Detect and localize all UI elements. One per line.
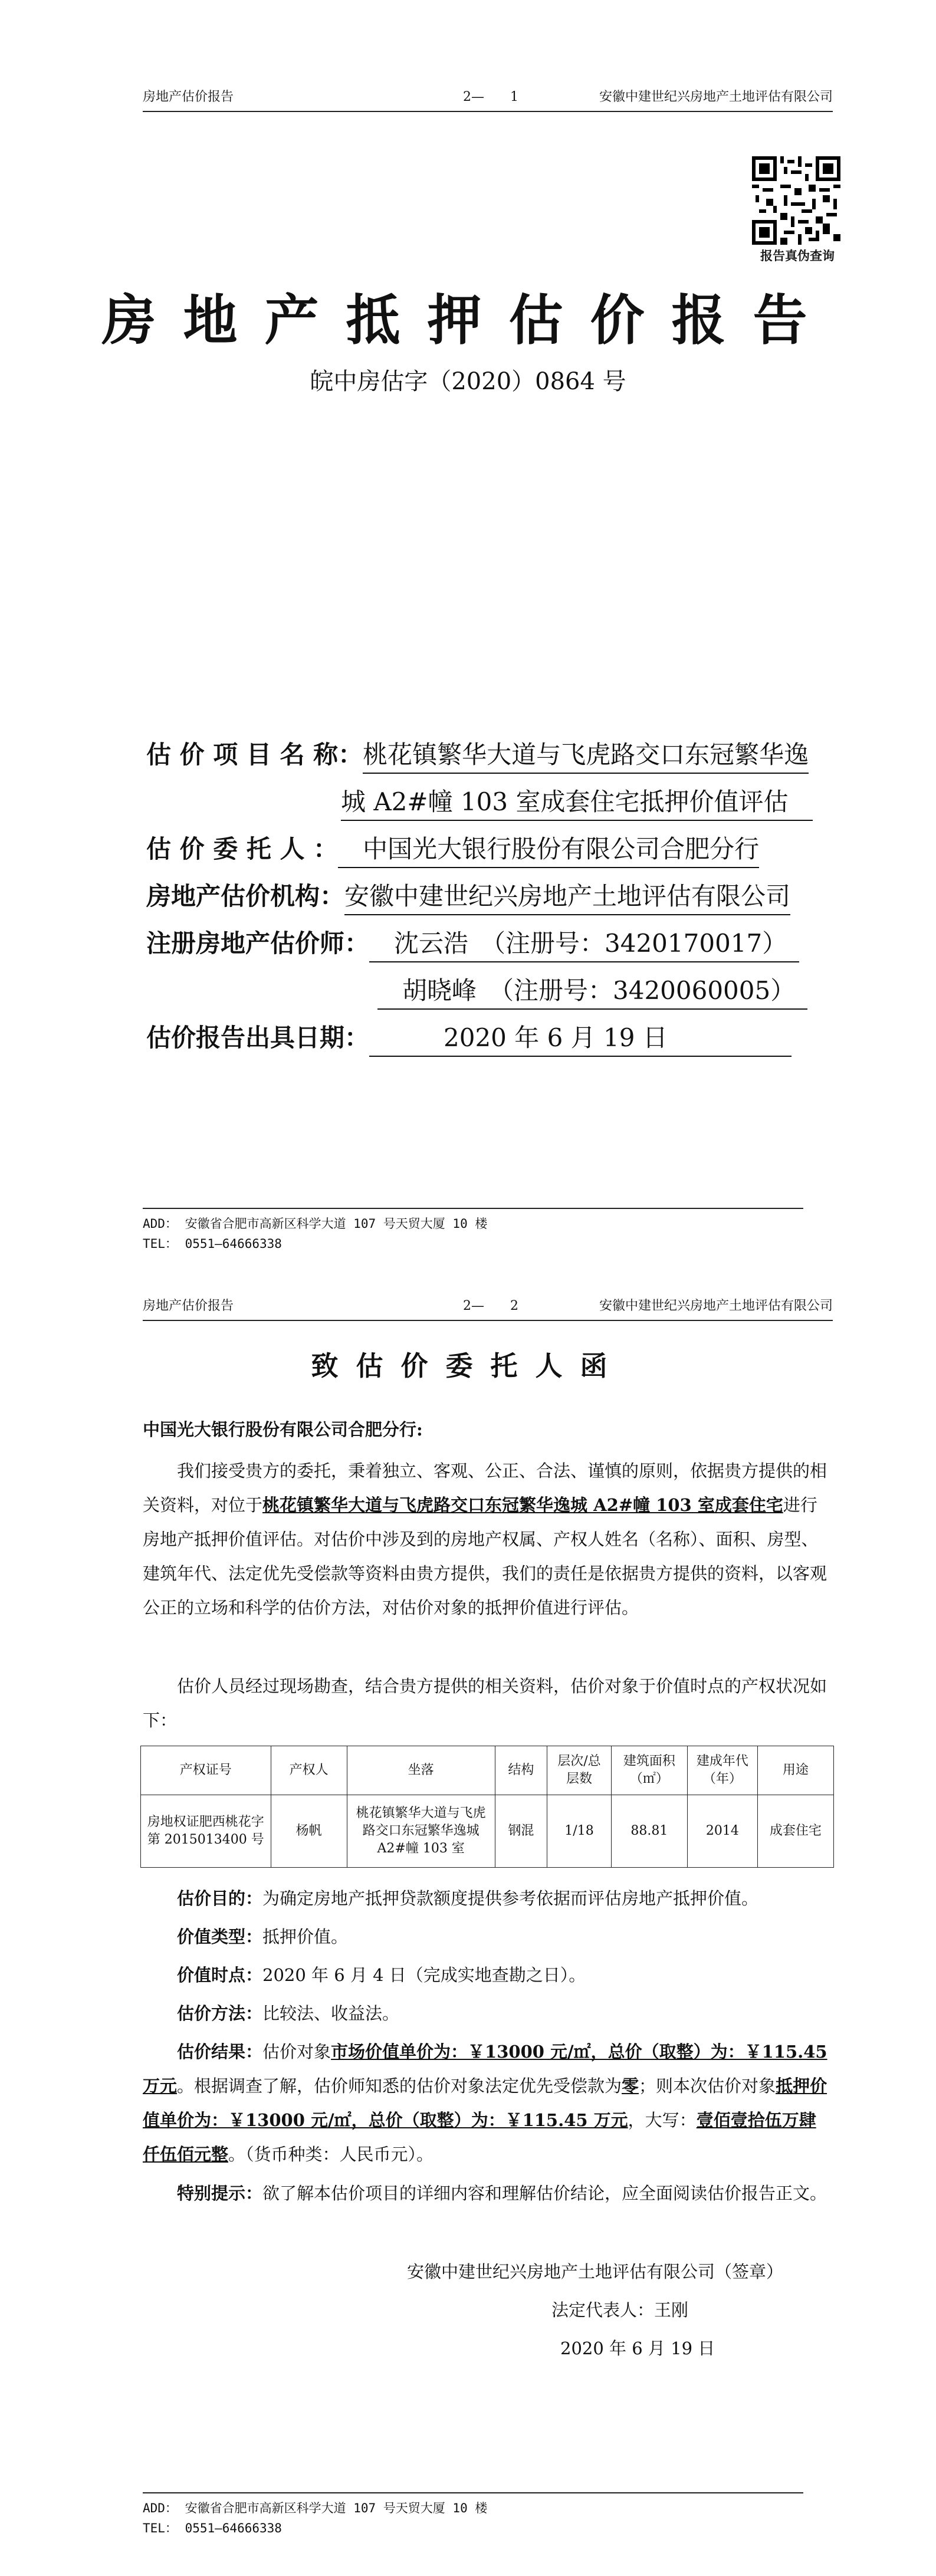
purpose-line: [143, 1881, 833, 1915]
header-right: 安徽中建世纪兴房地产土地评估有限公司: [599, 1299, 833, 1313]
field-value: 桃花镇繁华大道与飞虎路交口东冠繁华逸: [363, 737, 809, 774]
result-amount-capital: 壹佰壹拾伍万肆仟伍佰元整: [143, 2110, 816, 2164]
footer-tel: TEL： 0551—64666338: [143, 2521, 282, 2535]
table-header: 建成年代（年）: [687, 1746, 757, 1795]
header-page-number: 2— 1: [463, 90, 518, 104]
page-header: [143, 1297, 833, 1321]
value-type-label: 价值类型：: [177, 1927, 263, 1947]
table-cell: 成套住宅: [757, 1795, 833, 1868]
table-cell: 杨帆: [271, 1795, 347, 1868]
letter-paragraph-2: 估价人员经过现场勘查，结合贵方提供的相关资料，估价对象于价值时点的产权状况如下：: [143, 1676, 827, 1730]
qr-label: 报告真伪查询: [760, 249, 835, 263]
qr-code-icon[interactable]: [752, 156, 840, 245]
field-value: 城 A2#幢 103 室成套住宅抵押价值评估: [341, 784, 813, 821]
field-appraiser-2: [377, 973, 807, 1010]
notice-text: 欲了解本估价项目的详细内容和理解估价结论，应全面阅读估价报告正文。: [262, 2183, 827, 2203]
header-page-number: 2— 2: [463, 1299, 518, 1313]
signature-representative: 法定代表人：王刚: [551, 2300, 689, 2320]
field-label: 注册房地产估价师：: [146, 929, 370, 958]
result-text-a: 估价对象: [262, 2042, 331, 2062]
table-cell: 钢混: [495, 1795, 547, 1868]
field-project-name: [146, 737, 809, 774]
document-number: 皖中房估字（2020）0864 号: [310, 368, 626, 395]
field-value: 沈云浩 （注册号：3420170017）: [369, 926, 799, 962]
field-value: 安徽中建世纪兴房地产土地评估有限公司: [344, 879, 790, 915]
table-header: 坐落: [347, 1746, 495, 1795]
result-text-g: ，大写：: [628, 2110, 697, 2130]
page-footer: [143, 1208, 803, 1254]
field-value: 2020 年 6 月 19 日: [369, 1020, 792, 1057]
field-label: 房地产估价机构：: [146, 882, 345, 911]
method-value: 比较法、收益法。: [262, 2003, 400, 2023]
page-header: [143, 88, 833, 112]
value-date-label: 价值时点：: [177, 1965, 263, 1985]
header-left: 房地产估价报告: [143, 90, 234, 104]
letter-title: 致估价委托人函: [311, 1350, 625, 1382]
table-cell: 桃花镇繁华大道与飞虎路交口东冠繁华逸城 A2#幢 103 室: [347, 1795, 495, 1868]
result-priority-amount: 零: [622, 2076, 639, 2096]
result-market-value: 市场价值单价为：￥13000 元/㎡，总价（取整）为：￥115.45 万元: [143, 2042, 827, 2096]
table-cell: 2014: [687, 1795, 757, 1868]
result-paragraph: [143, 2035, 833, 2171]
result-text-i: 。（货币种类：人民币元）。: [228, 2144, 434, 2164]
field-agency: [146, 879, 790, 915]
table-cell: 88.81: [611, 1795, 687, 1868]
purpose-value: 为确定房地产抵押贷款额度提供参考依据而评估房地产抵押价值。: [262, 1888, 759, 1908]
result-mortgage-value: 抵押价值单价为：￥13000 元/㎡，总价（取整）为：￥115.45 万元: [143, 2076, 827, 2130]
p1-text-a: 我们接受贵方的委托，秉着独立、客观、公正、合法、谨慎的原则，依据贵方提供的相关资料，对位于: [143, 1461, 827, 1515]
method-line: [143, 1996, 833, 2030]
p1-property-location: 桃花镇繁华大道与飞虎路交口东冠繁华逸城 A2#幢 103 室成套住宅: [262, 1495, 783, 1515]
letter-addressee: 中国光大银行股份有限公司合肥分行:: [143, 1420, 423, 1440]
field-label: 估价报告出具日期：: [146, 1023, 370, 1052]
footer-address: ADD： 安徽省合肥市高新区科学大道 107 号天贸大厦 10 楼: [143, 1217, 488, 1231]
notice-label: 特别提示：: [177, 2183, 263, 2203]
header-left: 房地产估价报告: [143, 1299, 234, 1313]
result-label: 估价结果：: [177, 2042, 263, 2062]
signature-company: 安徽中建世纪兴房地产土地评估有限公司（签章）: [407, 2262, 784, 2282]
table-header: 结构: [495, 1746, 547, 1795]
value-type-line: [143, 1920, 833, 1954]
property-rights-table: [140, 1746, 834, 1868]
notice-paragraph: [143, 2176, 833, 2210]
header-right: 安徽中建世纪兴房地产土地评估有限公司: [599, 90, 833, 104]
table-cell: 1/18: [547, 1795, 612, 1868]
table-header: 层次/总层数: [547, 1746, 612, 1795]
page-footer: [143, 2492, 803, 2538]
table-cell: 房地权证肥西桃花字第 2015013400 号: [141, 1795, 271, 1868]
value-date-line: [143, 1958, 833, 1992]
letter-page: [0, 1292, 936, 2576]
field-appraiser: [146, 926, 799, 962]
signature-date: 2020 年 6 月 19 日: [560, 2338, 715, 2358]
purpose-label: 估价目的：: [177, 1888, 263, 1908]
table-header: 建筑面积（㎡）: [611, 1746, 687, 1795]
table-header: 用途: [757, 1746, 833, 1795]
value-type-value: 抵押价值。: [262, 1927, 349, 1947]
field-project-name-cont: [341, 784, 813, 821]
footer-address: ADD： 安徽省合肥市高新区科学大道 107 号天贸大厦 10 楼: [143, 2501, 488, 2515]
p1-text-c: 进行房地产抵押价值评估。对估价中涉及到的房地产权属、产权人姓名（名称）、面积、房型、建筑年代、法定优先受偿款等资料由贵方提供，我们的责任是依据贵方提供的资料，以客观公正的立场和科学的估价方法，对估价对象的抵押价值进行评估。: [143, 1495, 827, 1618]
method-label: 估价方法：: [177, 2003, 263, 2023]
report-title: 房地产抵押估价报告: [101, 288, 835, 352]
letter-paragraph-1: [143, 1454, 833, 1625]
field-client: [146, 832, 759, 868]
table-row: [141, 1795, 834, 1868]
footer-tel: TEL： 0551—64666338: [143, 1237, 282, 1251]
result-text-c: 。根据调查了解，估价师知悉的估价对象法定优先受偿款为: [177, 2076, 622, 2096]
field-label: 估 价 委 托 人 ：: [146, 834, 339, 863]
table-header: 产权证号: [141, 1746, 271, 1795]
field-value: 中国光大银行股份有限公司合肥分行: [338, 832, 759, 868]
table-header-row: [141, 1746, 834, 1795]
field-value: 胡晓峰 （注册号：3420060005）: [377, 973, 807, 1010]
field-label: 估 价 项 目 名 称：: [146, 740, 363, 769]
value-date-value: 2020 年 6 月 4 日（完成实地查勘之日）。: [262, 1965, 586, 1985]
field-report-date: [146, 1020, 792, 1057]
result-text-e: ；则本次估价对象: [639, 2076, 776, 2096]
table-header: 产权人: [271, 1746, 347, 1795]
